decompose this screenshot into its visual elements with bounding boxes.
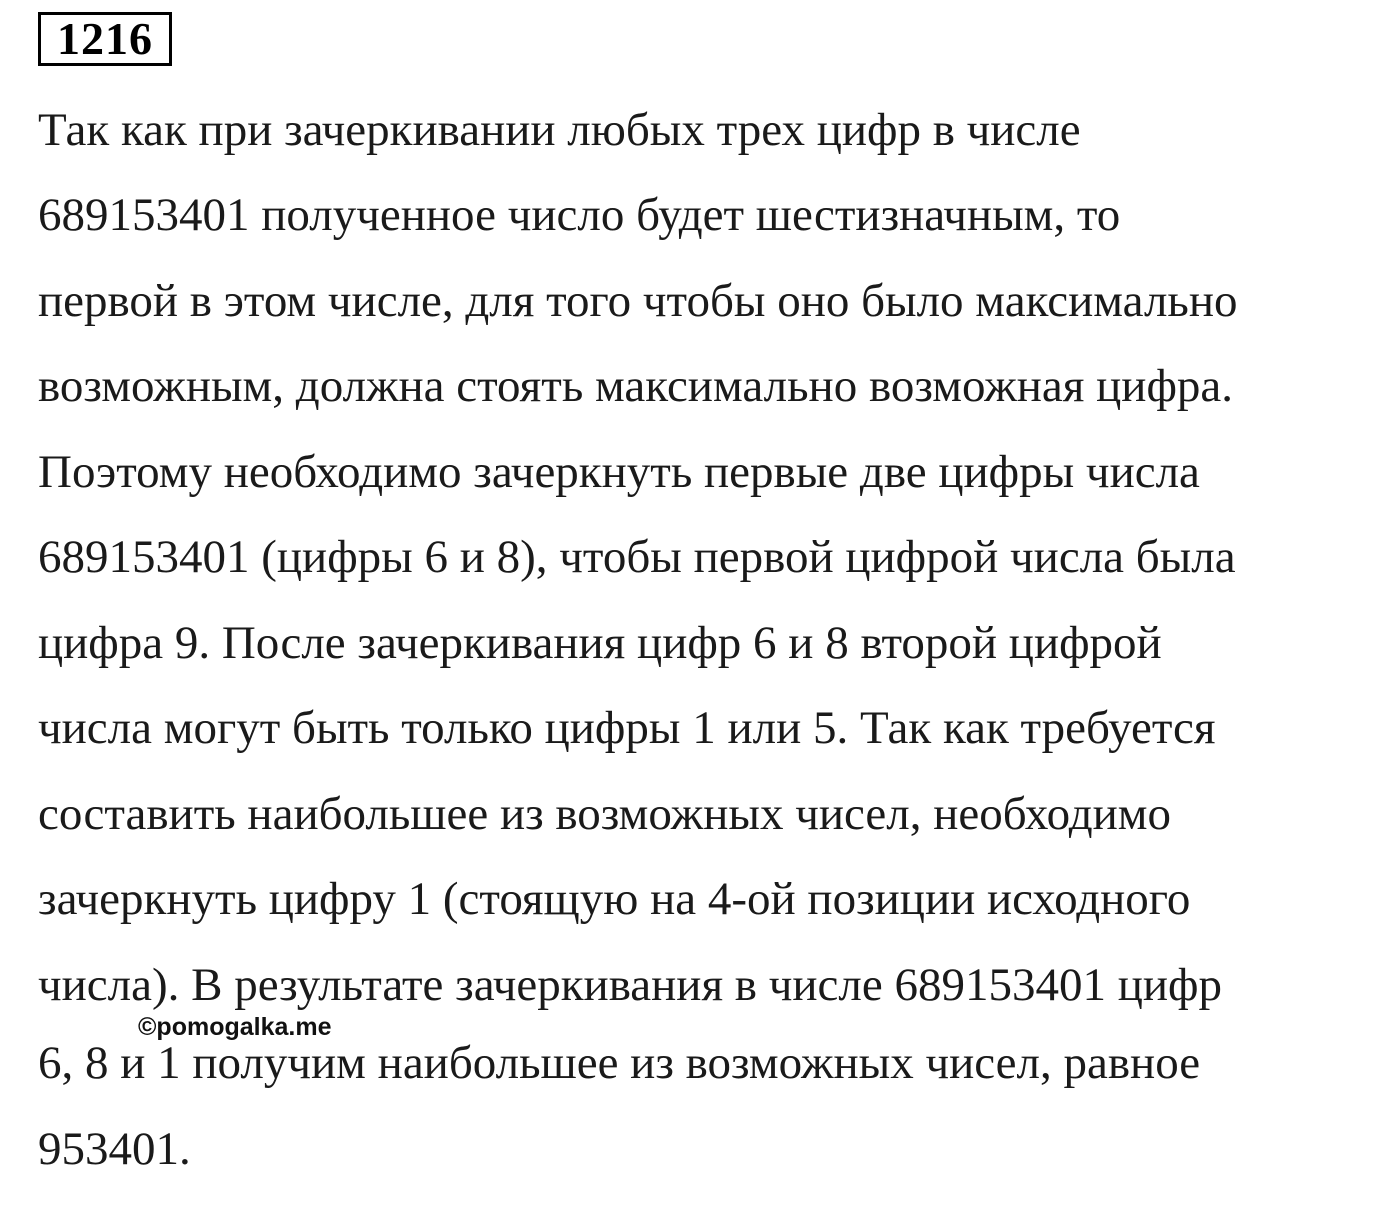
- solution-line-1: Так как при зачеркивании любых трех цифр в числе: [38, 104, 1081, 156]
- solution-line-8: числа могут быть только цифры 1 или 5. Так как требуется: [38, 702, 1216, 754]
- solution-line-7: цифра 9. После зачеркивания цифр 6 и 8 второй цифрой: [38, 617, 1162, 669]
- solution-line-9: составить наибольшее из возможных чисел, необходимо: [38, 788, 1172, 840]
- solution-line-2: 689153401 полученное число будет шестизначным, то: [38, 189, 1121, 241]
- solution-line-11: числа). В результате зачеркивания в числе 689153401 цифр: [38, 959, 1222, 1011]
- task-number-box: [38, 12, 172, 66]
- solution-line-4: возможным, должна стоять максимально возможная цифра.: [38, 360, 1234, 412]
- solution-line-12: 6, 8 и 1 получим наибольшее из возможных чисел, равное: [38, 1037, 1201, 1089]
- solution-line-13: 953401.: [38, 1123, 191, 1175]
- solution-line-10: зачеркнуть цифру 1 (стоящую на 4-ой позиции исходного: [38, 873, 1191, 925]
- solution-line-6: 689153401 (цифры 6 и 8), чтобы первой цифрой числа была: [38, 531, 1236, 583]
- task-number: 1216: [57, 13, 153, 64]
- solution-line-3: первой в этом числе, для того чтобы оно было максимально: [38, 275, 1238, 327]
- solution-line-5: Поэтому необходимо зачеркнуть первые две цифры числа: [38, 446, 1200, 498]
- watermark: ©pomogalka.me: [138, 1013, 332, 1041]
